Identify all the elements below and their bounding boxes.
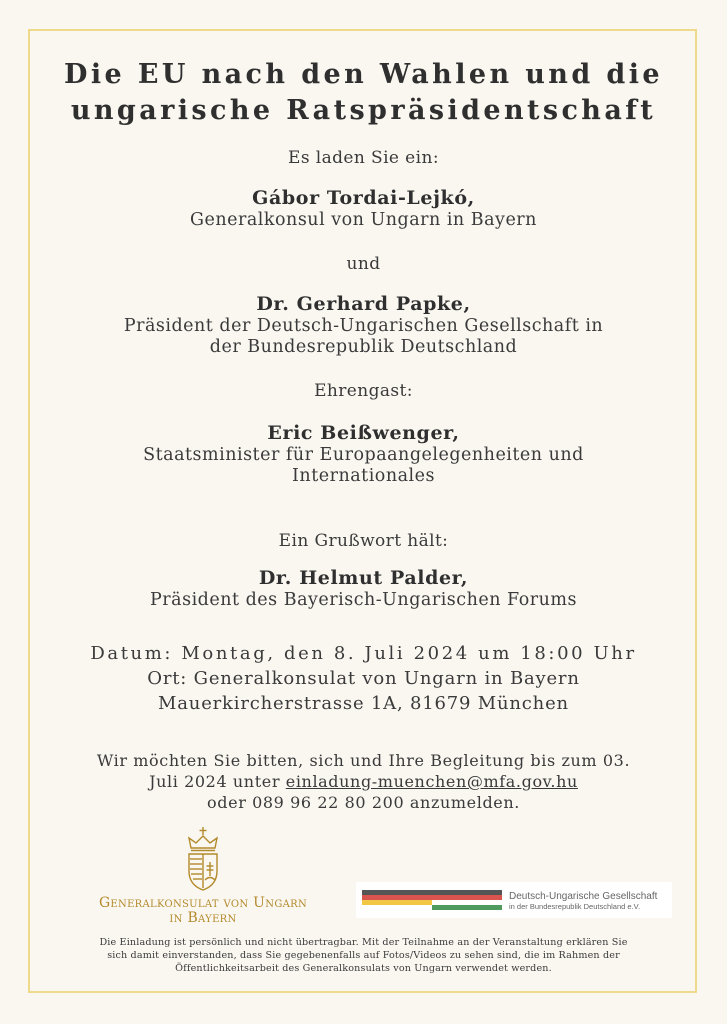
consulate-name-line2: in Bayern [169, 910, 237, 926]
host1-block [40, 187, 687, 231]
event-title-line1: Die EU nach den Wahlen und die [64, 59, 663, 90]
guest-block [40, 422, 687, 487]
society-name-line1: Deutsch-Ungarische Gesellschaft [509, 891, 658, 902]
host2-role-line2: der Bundesrepublik Deutschland [209, 337, 518, 357]
invite-intro: Es laden Sie ein: [288, 148, 439, 168]
disclaimer-line3: Öffentlichkeitsarbeit des Generalkonsulats von Ungarn verwendet werden. [175, 963, 552, 974]
rsvp-email-link[interactable]: einladung-muenchen@mfa.gov.hu [285, 772, 578, 791]
rsvp-line2-prefix: Juli 2024 unter [149, 772, 286, 791]
speaker-name: Dr. Helmut Palder, [258, 567, 469, 589]
rsvp-block [40, 750, 687, 813]
event-date: Datum: Montag, den 8. Juli 2024 um 18:00 Uhr [90, 643, 637, 664]
host2-block [40, 293, 687, 358]
consulate-name-line1: Generalkonsulat von Ungarn [98, 895, 308, 911]
society-logo [356, 882, 672, 918]
event-title-line2: ungarische Ratspräsidentschaft [70, 95, 657, 126]
guest-role-line1: Staatsminister für Europaangelegenheiten und [143, 445, 584, 465]
guest-role-line2: Internationales [292, 466, 435, 486]
host2-role-line1: Präsident der Deutsch-Ungarischen Gesellschaft in [123, 316, 604, 336]
hungarian-coat-of-arms-icon [185, 826, 221, 892]
disclaimer-line1: Die Einladung ist persönlich und nicht übertragbar. Mit der Teilnahme an der Veranstaltung erklären Sie [99, 937, 628, 948]
guest-label: Ehrengast: [314, 381, 413, 401]
event-place: Ort: Generalkonsulat von Ungarn in Bayern [147, 668, 580, 689]
host1-name: Gábor Tordai-Lejkó, [252, 187, 475, 209]
connector-text: und [346, 254, 381, 274]
rsvp-line3: oder 089 96 22 80 200 anzumelden. [207, 793, 520, 812]
rsvp-line2 [40, 771, 687, 792]
society-name [509, 891, 657, 911]
event-details [40, 641, 687, 716]
society-name-line2: in der Bundesrepublik Deutschland e.V. [509, 902, 641, 911]
speaker-role: Präsident des Bayerisch-Ungarischen Forums [150, 590, 577, 610]
host1-role: Generalkonsul von Ungarn in Bayern [190, 210, 537, 230]
flag-stripe-green [432, 905, 502, 910]
disclaimer-line2: sich damit einverstanden, dass Sie gegebenenfalls auf Fotos/Videos zu sehen sind, die im Rahmen der [107, 950, 620, 961]
greeting-label: Ein Grußwort hält: [278, 531, 449, 551]
rsvp-line1: Wir möchten Sie bitten, sich und Ihre Begleitung bis zum 03. [96, 751, 631, 770]
host2-name: Dr. Gerhard Papke, [256, 293, 471, 315]
consulate-logo [88, 826, 318, 926]
guest-name: Eric Beißwenger, [267, 422, 460, 444]
event-address: Mauerkircherstrasse 1A, 81679 München [158, 693, 569, 714]
disclaimer [40, 936, 687, 975]
event-title [40, 57, 687, 129]
speaker-block [40, 567, 687, 611]
